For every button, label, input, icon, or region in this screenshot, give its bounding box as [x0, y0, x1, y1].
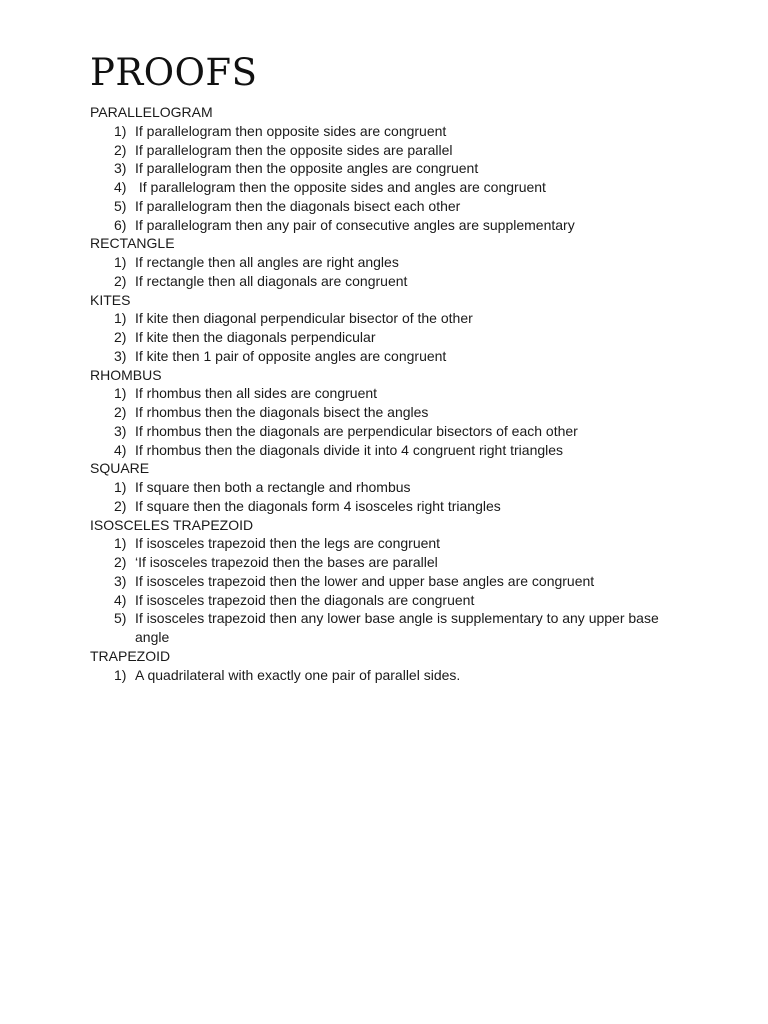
- section-heading: TRAPEZOID: [90, 647, 171, 664]
- list-item: [90, 534, 690, 553]
- numbered-list: [90, 666, 690, 685]
- list-item: [90, 666, 690, 685]
- section-heading: ISOSCELES TRAPEZOID: [90, 516, 254, 533]
- item-text: If isosceles trapezoid then the lower and upper base angles are congruent: [135, 572, 595, 589]
- item-text: If isosceles trapezoid then any lower base angle is supplementary to any upper base angle: [135, 610, 663, 645]
- item-number: 1): [114, 254, 127, 270]
- page-title: PROOFS: [90, 51, 258, 94]
- section-rhombus: [90, 366, 690, 460]
- list-item: [90, 178, 690, 197]
- item-text: If isosceles trapezoid then the legs are congruent: [135, 535, 441, 552]
- item-number: 6): [114, 216, 127, 233]
- item-text: If parallelogram then opposite sides are congruent: [135, 122, 447, 139]
- item-number: 3): [114, 572, 127, 589]
- item-text: If square then the diagonals form 4 isosceles right triangles: [135, 497, 501, 514]
- list-item: [90, 497, 690, 516]
- item-text: If rectangle then all angles are right angles: [135, 254, 399, 270]
- item-text: If kite then diagonal perpendicular bisector of the other: [135, 310, 473, 327]
- list-item: [90, 347, 690, 366]
- item-text: If kite then 1 pair of opposite angles are congruent: [135, 347, 447, 364]
- item-number: 2): [114, 272, 127, 289]
- list-item: [90, 309, 690, 328]
- item-number: 1): [114, 310, 127, 327]
- item-number: 1): [114, 666, 127, 683]
- section-heading: PARALLELOGRAM: [90, 104, 213, 120]
- item-number: 1): [114, 122, 127, 139]
- list-item: [90, 384, 690, 403]
- item-text: If parallelogram then the opposite sides and angles are congruent: [135, 179, 546, 195]
- item-number: 3): [114, 422, 127, 439]
- item-number: 2): [114, 329, 127, 345]
- item-number: 5): [114, 197, 127, 214]
- list-item: [90, 216, 690, 235]
- list-item: [90, 422, 690, 441]
- document-body: [90, 103, 690, 684]
- item-number: 1): [114, 385, 127, 402]
- section-heading: RHOMBUS: [90, 366, 162, 383]
- item-text: If rhombus then all sides are congruent: [135, 385, 378, 402]
- section-heading: SQUARE: [90, 460, 150, 477]
- list-item: [90, 272, 690, 291]
- list-item: [90, 553, 690, 572]
- item-text: If rhombus then the diagonals bisect the angles: [135, 404, 429, 420]
- item-number: 1): [114, 535, 127, 552]
- list-item: [90, 197, 690, 216]
- section-rectangle: [90, 234, 690, 290]
- numbered-list: [90, 384, 690, 459]
- list-item: [90, 141, 690, 160]
- list-item: [90, 478, 690, 497]
- item-text: ‘If isosceles trapezoid then the bases are parallel: [135, 554, 438, 570]
- list-item: [90, 591, 690, 610]
- item-number: 2): [114, 554, 127, 570]
- item-text: If rectangle then all diagonals are congruent: [135, 272, 408, 289]
- item-text: If kite then the diagonals perpendicular: [135, 329, 376, 345]
- item-text: If parallelogram then the diagonals bisect each other: [135, 197, 461, 214]
- list-item: [90, 609, 690, 647]
- list-item: [90, 159, 690, 178]
- item-text: If parallelogram then the opposite angles are congruent: [135, 160, 479, 177]
- section-square: [90, 459, 690, 515]
- section-parallelogram: [90, 103, 690, 234]
- item-text: A quadrilateral with exactly one pair of parallel sides.: [135, 666, 461, 683]
- numbered-list: [90, 122, 690, 235]
- list-item: [90, 122, 690, 141]
- list-item: [90, 441, 690, 460]
- item-text: If rhombus then the diagonals divide it into 4 congruent right triangles: [135, 441, 564, 458]
- item-number: 2): [114, 141, 127, 158]
- item-number: 3): [114, 347, 127, 364]
- list-item: [90, 328, 690, 347]
- item-number: 5): [114, 610, 127, 627]
- list-item: [90, 572, 690, 591]
- item-text: If parallelogram then any pair of consecutive angles are supplementary: [135, 216, 575, 233]
- list-item: [90, 253, 690, 272]
- section-isosceles-trapezoid: [90, 516, 690, 647]
- numbered-list: [90, 478, 690, 516]
- item-number: 2): [114, 404, 127, 420]
- item-number: 1): [114, 479, 127, 495]
- item-number: 4): [114, 441, 127, 458]
- numbered-list: [90, 309, 690, 365]
- item-number: 4): [114, 179, 127, 195]
- item-number: 3): [114, 160, 127, 177]
- numbered-list: [90, 253, 690, 291]
- section-kites: [90, 291, 690, 366]
- section-heading: KITES: [90, 291, 131, 308]
- item-text: If square then both a rectangle and rhombus: [135, 479, 411, 495]
- section-heading: RECTANGLE: [90, 235, 175, 252]
- item-text: If parallelogram then the opposite sides are parallel: [135, 141, 453, 158]
- section-trapezoid: [90, 647, 690, 685]
- item-number: 2): [114, 497, 127, 514]
- item-number: 4): [114, 591, 127, 608]
- numbered-list: [90, 534, 690, 647]
- list-item: [90, 403, 690, 422]
- item-text: If isosceles trapezoid then the diagonals are congruent: [135, 591, 475, 608]
- item-text: If rhombus then the diagonals are perpendicular bisectors of each other: [135, 422, 578, 439]
